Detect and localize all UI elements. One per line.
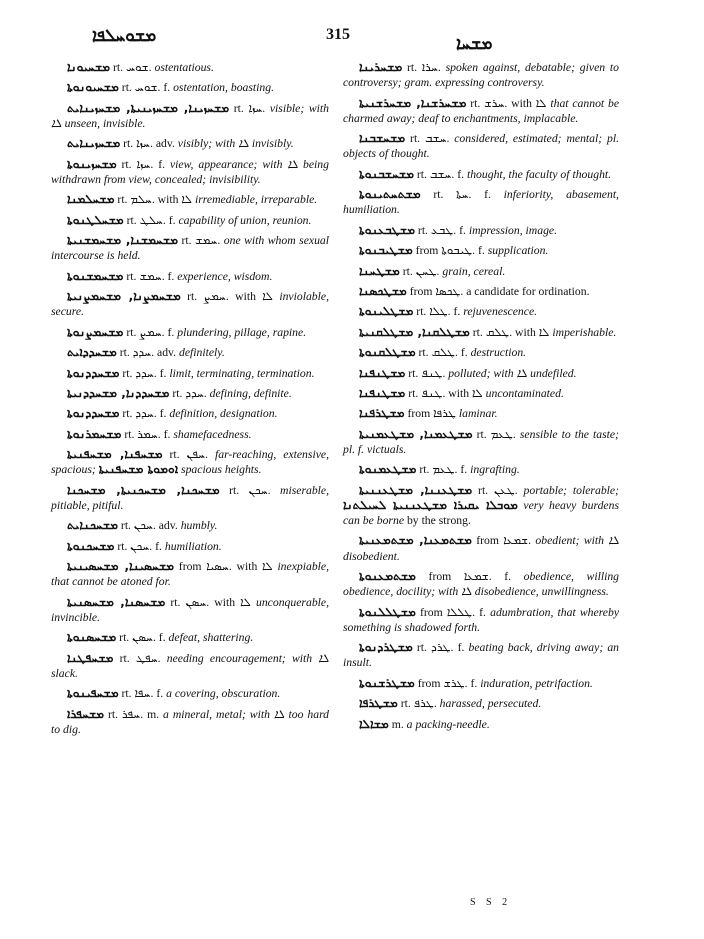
entry-lemma: ܡܫܚܙܝܢܘܬܐ bbox=[67, 156, 117, 171]
entry-grammar: rt. ܛܥܡ. bbox=[476, 427, 516, 441]
dictionary-entry bbox=[51, 406, 329, 421]
entry-lemma: ܡܫܚܫܒܢܘܬܐ bbox=[359, 166, 414, 181]
entry-grammar: rt. ܚܕܕ. bbox=[172, 386, 207, 400]
dictionary-entry bbox=[51, 192, 329, 207]
entry-lemma: ܡܫܛܥܡܢܘܬܐ bbox=[359, 462, 417, 477]
dictionary-entry bbox=[51, 559, 329, 589]
entry-gloss: plundering, pillage, rapine. bbox=[177, 325, 307, 339]
entry-lemma: ܡܫܛܪܕܢܘܬܐ bbox=[359, 640, 413, 655]
entry-grammar: rt. ܚܠܛ. f. bbox=[126, 213, 176, 227]
dictionary-entry bbox=[51, 101, 329, 131]
entry-gloss: irremediable, irreparable. bbox=[195, 193, 318, 207]
entry-lemma: ܡܫܚܕܕܢܐ, ܡܫܚܕܕܢܝܬܐ bbox=[67, 385, 170, 400]
entry-gloss: ostentatious. bbox=[154, 61, 214, 74]
entry-gloss: obedience, willing obedience, docility; with ܠܐ disobedience, unwillingness. bbox=[343, 570, 620, 599]
entry-grammar: rt. ܚܡܨ. f. bbox=[126, 325, 175, 339]
entry-lemma: ܡܫܚܪܫܢܐ, ܡܫܚܪܫܢܝܬܐ bbox=[359, 95, 467, 110]
entry-lemma: ܡܫܚܣܝܢܐ, ܡܫܚܣܝܢܝܬܐ bbox=[67, 559, 175, 574]
entry-grammar: rt. ܛܠܩ. with ܠܐ bbox=[472, 325, 550, 339]
entry-lemma: ܡܫܚܡܨܢܘܬܐ bbox=[67, 324, 124, 339]
entry-gloss: inferiority, abasement, humiliation. bbox=[343, 188, 619, 217]
dictionary-entry bbox=[343, 345, 619, 360]
dictionary-entry bbox=[343, 243, 619, 258]
running-head-right: ܡܫܚܐ bbox=[456, 34, 493, 54]
dictionary-entry bbox=[51, 707, 329, 737]
entry-gloss: far-reaching, extensive, spacious; bbox=[51, 448, 329, 477]
entry-lemma: ܡܫܛܝܒܢܘܬܐ bbox=[359, 243, 413, 258]
running-head-left: ܡܫܘܚܠܦܐ bbox=[92, 26, 157, 46]
entry-gloss: definitely. bbox=[178, 346, 225, 360]
dictionary-entry bbox=[343, 483, 619, 529]
entry-gloss: defining, definite. bbox=[209, 386, 292, 400]
dictionary-entry bbox=[51, 483, 329, 513]
left-column bbox=[51, 60, 329, 742]
entry-grammar: rt. ܚܡܫ. bbox=[181, 234, 221, 248]
dictionary-entry bbox=[343, 533, 619, 563]
entry-lemma: ܡܫܛܚܢܐ bbox=[359, 263, 400, 278]
entry-gloss: imperishable. bbox=[552, 325, 617, 339]
entry-gloss: portable; tolerable; bbox=[523, 483, 619, 497]
entry-grammar: rt. ܚܬܐ. f. bbox=[433, 188, 491, 202]
dictionary-entry bbox=[51, 233, 329, 263]
entry-lemma: ܡܫܚܦܢܐ, ܡܫܚܦܢܝܬܐ bbox=[67, 447, 163, 462]
dictionary-entry bbox=[343, 187, 619, 217]
entry-lemma: ܡܫܚܦܛܢܐ bbox=[67, 650, 114, 665]
entry-gloss: miserable, pitiable, pitiful. bbox=[51, 483, 330, 512]
entry-grammar: rt. ܛܢܦ. with ܠܐ bbox=[408, 386, 483, 400]
entry-lemma: ܡܫܚܟܢܐܝܬ bbox=[67, 518, 118, 533]
dictionary-entry bbox=[51, 136, 329, 151]
dictionary-entry bbox=[51, 651, 329, 681]
entry-gloss: a mineral, metal; with ܠܐ too hard to dig. bbox=[51, 707, 330, 736]
entry-grammar: rt. ܛܥܢ. bbox=[478, 483, 518, 497]
entry-gloss: uncontaminated. bbox=[485, 386, 564, 400]
entry-grammar: rt. ܚܟܢ. bbox=[229, 483, 271, 497]
entry-lemma: ܡܫܐܠܐ bbox=[359, 716, 389, 731]
dictionary-entry bbox=[343, 462, 619, 477]
entry-gloss: unconquerable, invincible. bbox=[51, 595, 330, 624]
entry-gloss: a candidate for ordination. bbox=[466, 284, 590, 298]
entry-grammar: rt. ܛܪܦ. bbox=[400, 697, 437, 711]
entry-gloss: impression, image. bbox=[468, 223, 558, 237]
entry-grammar: from ܛܪܫ. f. bbox=[417, 676, 478, 690]
dictionary-entry bbox=[51, 269, 329, 284]
entry-lemma: ܡܫܚܪܝܢܐ bbox=[359, 60, 403, 74]
dictionary-entry bbox=[51, 289, 329, 319]
entry-grammar: from ܫܡܥܐ. f. bbox=[428, 570, 512, 584]
dictionary-entry bbox=[343, 676, 619, 691]
entry-lemma: ܡܫܛܠܩܢܘܬܐ bbox=[359, 345, 416, 360]
dictionary-entry bbox=[343, 366, 619, 381]
entry-lemma: ܡܫܛܒܥܢܘܬܐ bbox=[359, 222, 415, 237]
entry-lemma: ܡܫܬܡܥܢܘܬܐ bbox=[359, 569, 416, 584]
entry-gloss: limit, terminating, termination. bbox=[169, 366, 315, 380]
entry-lemma: ܡܫܛܥܢܢܐ, ܡܫܛܥܢܢܝܬܐ bbox=[359, 482, 473, 497]
dictionary-entry bbox=[51, 427, 329, 442]
entry-grammar: rt. ܫܘܚ. bbox=[112, 61, 152, 74]
entry-grammar: rt. ܛܠܩ. f. bbox=[418, 346, 468, 360]
dictionary-entry bbox=[343, 131, 619, 161]
entry-gloss: needing encouragement; with ܠܐ slack. bbox=[51, 651, 329, 680]
entry-lemma: ܡܫܚܦܪܐ bbox=[67, 706, 105, 721]
entry-grammar: rt. ܫܘܚ. f. bbox=[121, 81, 171, 95]
dictionary-entry bbox=[51, 345, 329, 360]
entry-grammar: rt. ܛܚܢ. bbox=[402, 264, 440, 278]
entry-grammar: rt. ܛܥܡ. f. bbox=[419, 463, 468, 477]
entry-grammar: rt. ܚܠܡ. with ܠܐ bbox=[117, 193, 193, 207]
entry-grammar: from ܛܪܦܐ bbox=[407, 407, 456, 421]
entry-grammar: rt. ܚܣܢ. with ܠܐ bbox=[170, 595, 251, 609]
entry-grammar: rt. ܚܦܛ. bbox=[119, 651, 161, 665]
entry-grammar: rt. ܚܟܢ. adv. bbox=[120, 519, 178, 533]
entry-example-gloss: very heavy burdens can be borne bbox=[343, 498, 619, 528]
entry-gloss: one with whom sexual intercourse is held. bbox=[51, 234, 330, 263]
dictionary-entry bbox=[51, 447, 329, 477]
entry-gloss: defeat, shattering. bbox=[168, 631, 254, 645]
entry-gloss: view, appearance; with ܠܐ being withdrawn from view, concealed; invisibility. bbox=[51, 157, 329, 186]
dictionary-entry bbox=[51, 518, 329, 533]
dictionary-entry bbox=[51, 60, 329, 75]
entry-lemma: ܡܫܚܫܒܢܐ bbox=[359, 131, 406, 146]
entry-grammar: rt. ܚܫܒ. bbox=[410, 132, 450, 146]
entry-gloss: inexpiable, that cannot be atoned for. bbox=[51, 560, 330, 589]
dictionary-entry bbox=[343, 264, 619, 279]
dictionary-entry bbox=[343, 569, 619, 599]
dictionary-entry bbox=[51, 630, 329, 645]
entry-gloss: inviolable, secure. bbox=[51, 290, 329, 319]
entry-gloss: thought, the faculty of thought. bbox=[466, 167, 612, 181]
entry-grammar: rt. ܛܒܥ. f. bbox=[417, 223, 466, 237]
entry-grammar: rt. ܚܡܫ. f. bbox=[126, 269, 175, 283]
dictionary-entry bbox=[343, 427, 619, 457]
dictionary-entry bbox=[51, 595, 329, 625]
entry-gloss: obedient; with ܠܐ disobedient. bbox=[343, 534, 620, 563]
entry-gloss: that cannot be charmed away; deaf to enchantments, implacable. bbox=[343, 96, 620, 125]
entry-lemma: ܡܫܚܙܝܢܐܝܬ bbox=[67, 136, 121, 151]
entry-lemma: ܡܫܚܝܘܢܘܬܐ bbox=[67, 80, 119, 95]
entry-grammar: rt. ܚܪܐ. bbox=[407, 61, 441, 74]
entry-grammar: rt. ܚܡܨ. with ܠܐ bbox=[187, 290, 273, 304]
entry-gloss: rejuvenescence. bbox=[463, 305, 538, 319]
entry-gloss: beating back, driving away; an insult. bbox=[343, 641, 620, 670]
entry-lemma: ܡܫܬܚܬܝܢܘܬܐ bbox=[359, 187, 421, 202]
dictionary-entry bbox=[51, 539, 329, 554]
entry-gloss: considered, estimated; mental; pl. objects of thought. bbox=[343, 132, 620, 161]
entry-grammar: rt. ܚܙܐ. bbox=[233, 101, 266, 115]
entry-grammar: from ܛܟܣܐ. bbox=[409, 284, 464, 298]
entry-lemma: ܡܫܛܪܦܢܐ bbox=[359, 406, 405, 421]
entry-gloss: destruction. bbox=[470, 346, 527, 360]
entry-grammar: rt. ܛܠܐ. f. bbox=[416, 305, 461, 319]
entry-gloss: humbly. bbox=[180, 519, 218, 533]
entry-gloss: laminar. bbox=[458, 407, 498, 421]
entry-lemma: ܡܫܚܣܢܐ, ܡܫܚܣܢܝܬܐ bbox=[67, 594, 166, 609]
entry-grammar: rt. ܚܦܢ. bbox=[169, 448, 209, 462]
entry-gloss: visible; with ܠܐ unseen, invisible. bbox=[51, 101, 329, 130]
dictionary-entry bbox=[343, 386, 619, 401]
entry-lemma: ܡܫܛܪܫܢܘܬܐ bbox=[359, 675, 415, 690]
entry-gloss: grain, cereal. bbox=[442, 264, 506, 278]
dictionary-entry bbox=[343, 605, 619, 635]
entry-grammar: rt. ܚܦܪ. m. bbox=[108, 707, 160, 721]
entry-gloss: spoken against, debatable; given to controversy; gram. expressing controversy. bbox=[343, 61, 619, 90]
entry-lemma: ܡܫܚܡܨܢܐ, ܡܫܚܡܨܢܝܬܐ bbox=[67, 289, 181, 304]
entry-gloss: sensible to the taste; pl. f. victuals. bbox=[343, 427, 619, 456]
dictionary-entry bbox=[51, 686, 329, 701]
entry-grammar: rt. ܚܟܢ. f. bbox=[117, 539, 162, 553]
entry-gloss: humiliation. bbox=[164, 539, 222, 553]
entry-lemma: ܡܫܚܕܕܢܘܬܐ bbox=[67, 365, 120, 380]
entry-lemma: ܡܫܛܢܦܢܐ bbox=[359, 385, 406, 400]
entry-grammar: rt. ܚܪܫ. with ܠܐ bbox=[470, 96, 547, 110]
entry-lemma: ܡܫܛܠܩܢܐ, ܡܫܛܠܩܢܝܬܐ bbox=[359, 324, 470, 339]
entry-lemma: ܡܫܚܡܫܢܘܬܐ bbox=[67, 268, 124, 283]
entry-grammar: rt. ܚܕܕ. f. bbox=[122, 407, 167, 421]
entry-grammar: from ܚܣܝܐ. with ܠܐ bbox=[178, 560, 273, 574]
entry-grammar: from ܛܝܒܘܬܐ. f. bbox=[415, 244, 485, 258]
entry-lemma: ܡܫܛܠܠܢܘܬܐ bbox=[359, 604, 416, 619]
entry-lemma: ܡܫܚܡܪܢܘܬܐ bbox=[67, 426, 122, 441]
entry-grammar: rt. ܚܕܕ. adv. bbox=[119, 346, 177, 360]
entry-gloss: induration, petrifaction. bbox=[480, 676, 593, 690]
dictionary-entry bbox=[343, 60, 619, 90]
entry-example-gloss: spacious heights. bbox=[181, 463, 262, 477]
dictionary-entry bbox=[51, 80, 329, 95]
dictionary-entry bbox=[51, 325, 329, 340]
entry-grammar: rt. ܚܙܐ. adv. bbox=[123, 137, 175, 151]
entry-grammar: rt. ܚܣܢ. f. bbox=[119, 631, 166, 645]
entry-gloss: adumbration, that whereby something is shadowed forth. bbox=[343, 605, 620, 634]
right-column bbox=[343, 60, 619, 737]
entry-grammar: rt. ܚܫܒ. f. bbox=[416, 167, 465, 181]
entry-gloss: capability of union, reunion. bbox=[178, 213, 312, 227]
entry-lemma: ܡܫܛܢܦܢܐ bbox=[359, 365, 406, 380]
entry-gloss: ostentation, boasting. bbox=[173, 81, 275, 95]
entry-lemma: ܡܫܛܥܡܢܐ, ܡܫܛܥܡܢܝܬܐ bbox=[359, 426, 473, 441]
entry-gloss: definition, designation. bbox=[169, 407, 278, 421]
dictionary-entry bbox=[343, 284, 619, 299]
entry-lemma: ܡܫܬܡܥܢܐ, ܡܫܬܡܥܢܝܬܐ bbox=[359, 533, 472, 548]
entry-example-syriac: ܡܘܒܠܐ ܝܩܝܪܐ ܡܫܛܥܢܢܝܬܐ ܠܚܝܠܬܢܐ bbox=[343, 497, 518, 512]
dictionary-entry bbox=[51, 213, 329, 228]
entry-lemma: ܡܫܚܟܢܐ, ܡܫܚܟܢܝܬܐ, ܡܫܚܟܢܐ bbox=[67, 482, 220, 497]
entry-lemma: ܡܫܚܕܕܐܝܬ bbox=[67, 345, 117, 360]
entry-gloss: a packing-needle. bbox=[406, 717, 490, 731]
entry-grammar: m. bbox=[391, 717, 404, 731]
entry-lemma: ܡܫܚܙܝܢܐ, ܡܫܚܙܝܢܝܬܐ, ܡܫܚܙܝܢܐܝܬ bbox=[67, 100, 230, 115]
entry-grammar: from ܫܡܥܐ. bbox=[476, 534, 532, 548]
dictionary-entry bbox=[343, 406, 619, 421]
entry-lemma: ܡܫܚܣܢܘܬܐ bbox=[67, 630, 117, 645]
entry-gloss: polluted; with ܠܐ undefiled. bbox=[448, 366, 577, 380]
entry-gloss: a covering, obscuration. bbox=[166, 687, 281, 701]
entry-gloss: experience, wisdom. bbox=[177, 269, 273, 283]
dictionary-entry bbox=[343, 696, 619, 711]
dictionary-entry bbox=[343, 223, 619, 238]
dictionary-entry bbox=[51, 386, 329, 401]
entry-lemma: ܡܫܛܠܝܢܘܬܐ bbox=[359, 304, 414, 319]
entry-gloss: shamefacedness. bbox=[173, 427, 252, 441]
dictionary-entry bbox=[343, 96, 619, 126]
entry-gloss: harassed, persecuted. bbox=[439, 697, 542, 711]
entry-grammar: rt. ܚܙܐ. f. bbox=[121, 157, 166, 171]
entry-grammar: rt. ܛܢܦ. bbox=[408, 366, 446, 380]
entry-lemma: ܡܫܚܠܛܢܘܬܐ bbox=[67, 212, 124, 227]
dictionary-entry bbox=[51, 157, 329, 187]
entry-grammar: from ܛܠܠܐ. f. bbox=[420, 605, 486, 619]
dictionary-entry bbox=[343, 325, 619, 340]
entry-grammar: rt. ܚܦܐ. f. bbox=[121, 687, 164, 701]
entry-gloss: supplication. bbox=[487, 244, 549, 258]
entry-lemma: ܡܫܚܕܕܢܘܬܐ bbox=[67, 406, 120, 421]
dictionary-entry bbox=[343, 640, 619, 670]
entry-gloss: visibly; with ܠܐ invisibly. bbox=[177, 137, 294, 151]
dictionary-entry bbox=[343, 304, 619, 319]
entry-grammar: rt. ܚܡܪ. f. bbox=[124, 427, 171, 441]
page-header bbox=[0, 24, 704, 52]
entry-lemma: ܡܫܚܠܡܢܐ bbox=[67, 192, 115, 207]
entry-grammar: rt. ܛܪܕ. f. bbox=[416, 641, 465, 655]
entry-lemma: ܡܫܚܡܫܢܐ, ܡܫܚܡܫܢܝܬܐ bbox=[67, 233, 178, 248]
entry-lemma: ܡܫܛܟܣܢܐ bbox=[359, 283, 407, 298]
entry-lemma: ܡܫܛܪܦܐ bbox=[359, 696, 398, 711]
entry-lemma: ܡܫܚܦܝܢܘܬܐ bbox=[67, 686, 119, 701]
dictionary-entry bbox=[343, 717, 619, 732]
entry-grammar: rt. ܚܕܕ. f. bbox=[122, 366, 167, 380]
entry-lemma: ܡܫܚܟܢܘܬܐ bbox=[67, 538, 115, 553]
signature-mark: S S 2 bbox=[470, 897, 512, 908]
entry-gloss: ingrafting. bbox=[470, 463, 520, 477]
dictionary-entry bbox=[51, 366, 329, 381]
entry-lemma: ܡܫܚܝܘܢܐ bbox=[67, 60, 111, 74]
entry-example-tail: by the strong. bbox=[406, 514, 471, 528]
entry-example-syriac: ܐܘܡܘܬܐ ܡܫܚܦܢܝܬܐ bbox=[98, 462, 179, 477]
page-number: 315 bbox=[326, 26, 350, 43]
dictionary-entry bbox=[343, 167, 619, 182]
